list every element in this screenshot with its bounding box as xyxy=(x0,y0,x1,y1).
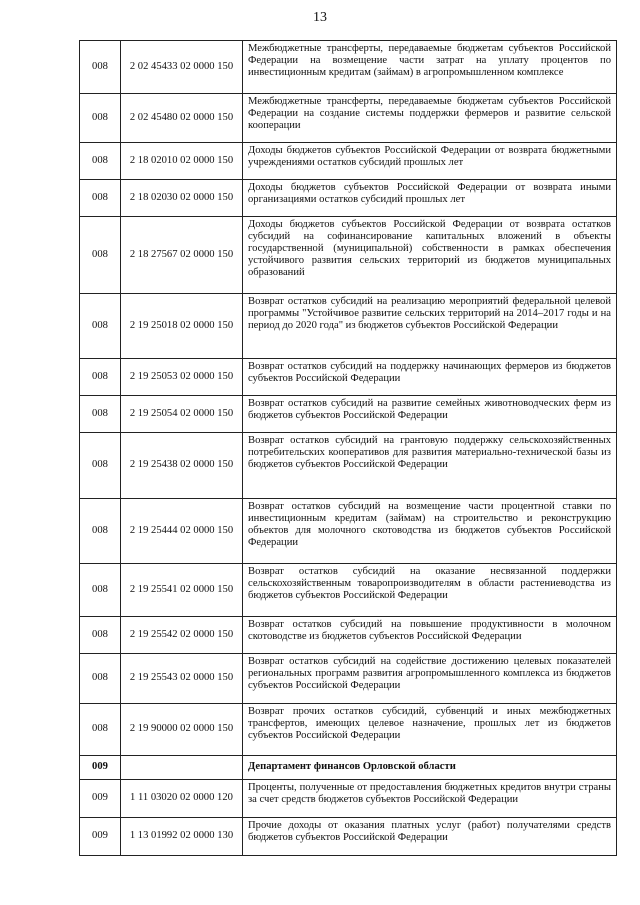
admin-code-cell: 009 xyxy=(80,756,121,780)
income-code-cell xyxy=(121,756,243,780)
table-row xyxy=(80,359,617,396)
income-code-cell: 2 19 25541 02 0000 150 xyxy=(121,564,243,617)
income-code-cell: 1 11 03020 02 0000 120 xyxy=(121,780,243,818)
income-code-cell: 2 19 25543 02 0000 150 xyxy=(121,654,243,704)
admin-code-cell: 008 xyxy=(80,564,121,617)
income-name-cell: Проценты, полученные от предоставления бюджетных кредитов внутри страны за счет средств бюджетов субъектов Российской Федерации xyxy=(243,780,617,818)
income-name-cell: Межбюджетные трансферты, передаваемые бюджетам субъектов Российской Федерации на создание системы поддержки фермеров и развитие сельской кооперации xyxy=(243,94,617,143)
admin-code-cell: 008 xyxy=(80,217,121,294)
income-name-cell: Межбюджетные трансферты, передаваемые бюджетам субъектов Российской Федерации на возмещение части затрат на уплату процентов по инвестиционным кредитам (займам) в агропромышленном комплексе xyxy=(243,41,617,94)
table-row xyxy=(80,654,617,704)
income-name-cell: Доходы бюджетов субъектов Российской Федерации от возврата бюджетными учреждениями остатков субсидий прошлых лет xyxy=(243,143,617,180)
income-name-cell: Доходы бюджетов субъектов Российской Федерации от возврата остатков субсидий на софинансирование капитальных вложений в объекты государственной (муниципальной) собственности в рамках обеспечения устойчивого развития сельских территорий из бюджетов муниципальных образований xyxy=(243,217,617,294)
admin-code-cell: 008 xyxy=(80,41,121,94)
admin-code-cell: 008 xyxy=(80,294,121,359)
admin-code-cell: 008 xyxy=(80,94,121,143)
income-name-cell: Возврат остатков субсидий на поддержку начинающих фермеров из бюджетов субъектов Российской Федерации xyxy=(243,359,617,396)
table-row xyxy=(80,94,617,143)
table-row xyxy=(80,41,617,94)
table-row xyxy=(80,143,617,180)
income-code-cell: 2 19 25542 02 0000 150 xyxy=(121,617,243,654)
table-row xyxy=(80,180,617,217)
table-row xyxy=(80,396,617,433)
income-name-cell: Возврат остатков субсидий на грантовую поддержку сельскохозяйственных потребительских кооперативов для развития материально-технической базы из бюджетов субъектов Российской Федерации xyxy=(243,433,617,499)
income-code-cell: 2 02 45480 02 0000 150 xyxy=(121,94,243,143)
income-code-cell: 2 19 25053 02 0000 150 xyxy=(121,359,243,396)
income-code-cell: 2 18 02030 02 0000 150 xyxy=(121,180,243,217)
income-code-cell: 2 19 25438 02 0000 150 xyxy=(121,433,243,499)
income-name-cell: Департамент финансов Орловской области xyxy=(243,756,617,780)
admin-code-cell: 008 xyxy=(80,433,121,499)
income-name-cell: Возврат прочих остатков субсидий, субвенций и иных межбюджетных трансфертов, имеющих целевое назначение, прошлых лет из бюджетов субъектов Российской Федерации xyxy=(243,704,617,756)
income-name-cell: Возврат остатков субсидий на возмещение части процентной ставки по инвестиционным кредитам (займам) на строительство и реконструкцию объектов для молочного скотоводства из бюджетов субъектов Российской Федерации xyxy=(243,499,617,564)
table-row xyxy=(80,756,617,780)
page-number: 13 xyxy=(313,10,327,25)
income-name-cell: Возврат остатков субсидий на оказание несвязанной поддержки сельскохозяйственным товаропроизводителям в области растениеводства из бюджетов субъектов Российской Федерации xyxy=(243,564,617,617)
table-row xyxy=(80,780,617,818)
table-row xyxy=(80,217,617,294)
admin-code-cell: 008 xyxy=(80,704,121,756)
admin-code-cell: 008 xyxy=(80,654,121,704)
admin-code-cell: 008 xyxy=(80,143,121,180)
table-row xyxy=(80,499,617,564)
income-code-cell: 2 18 27567 02 0000 150 xyxy=(121,217,243,294)
table-row xyxy=(80,818,617,856)
admin-code-cell: 008 xyxy=(80,359,121,396)
income-code-cell: 2 19 25054 02 0000 150 xyxy=(121,396,243,433)
income-code-cell: 2 19 25018 02 0000 150 xyxy=(121,294,243,359)
income-name-cell: Возврат остатков субсидий на повышение продуктивности в молочном скотоводстве из бюджетов субъектов Российской Федерации xyxy=(243,617,617,654)
admin-code-cell: 009 xyxy=(80,780,121,818)
admin-code-cell: 008 xyxy=(80,499,121,564)
table-row xyxy=(80,704,617,756)
income-codes-table xyxy=(79,40,617,856)
table-row xyxy=(80,564,617,617)
income-name-cell: Возврат остатков субсидий на реализацию мероприятий федеральной целевой программы "Устойчивое развитие сельских территорий на 2014–2017 годы и на период до 2020 года" из бюджетов субъектов Российской Федерации xyxy=(243,294,617,359)
table-row xyxy=(80,617,617,654)
income-code-cell: 2 02 45433 02 0000 150 xyxy=(121,41,243,94)
admin-code-cell: 008 xyxy=(80,396,121,433)
table-row xyxy=(80,294,617,359)
income-name-cell: Доходы бюджетов субъектов Российской Федерации от возврата иными организациями остатков субсидий прошлых лет xyxy=(243,180,617,217)
income-code-cell: 1 13 01992 02 0000 130 xyxy=(121,818,243,856)
income-name-cell: Возврат остатков субсидий на развитие семейных животноводческих ферм из бюджетов субъектов Российской Федерации xyxy=(243,396,617,433)
income-code-cell: 2 18 02010 02 0000 150 xyxy=(121,143,243,180)
income-name-cell: Возврат остатков субсидий на содействие достижению целевых показателей региональных программ развития агропромышленного комплекса из бюджетов субъектов Российской Федерации xyxy=(243,654,617,704)
income-code-cell: 2 19 25444 02 0000 150 xyxy=(121,499,243,564)
admin-code-cell: 008 xyxy=(80,180,121,217)
table-row xyxy=(80,433,617,499)
income-code-cell: 2 19 90000 02 0000 150 xyxy=(121,704,243,756)
income-name-cell: Прочие доходы от оказания платных услуг (работ) получателями средств бюджетов субъектов Российской Федерации xyxy=(243,818,617,856)
admin-code-cell: 009 xyxy=(80,818,121,856)
admin-code-cell: 008 xyxy=(80,617,121,654)
table-body xyxy=(80,41,617,856)
